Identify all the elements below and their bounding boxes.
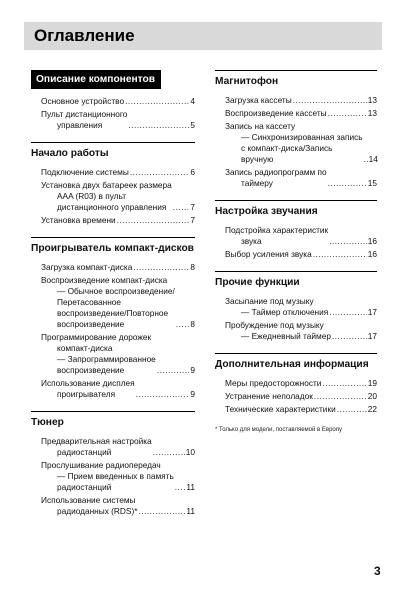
toc-entry-page: 20 [367, 391, 377, 401]
toc-entry-line: — Обычное воспроизведение/ [57, 286, 175, 296]
dot-leader [329, 307, 366, 318]
dot-leader [328, 108, 367, 119]
footnote: * Только для модели, поставляемой в Европу [215, 427, 342, 433]
toc-entry-label [41, 436, 152, 458]
section-heading: Проигрыватель компакт-дисков [31, 237, 195, 255]
toc-entry-line: Запись радиопрограмм по [225, 167, 327, 177]
toc-entry-page: 19 [367, 378, 377, 388]
toc-left-column [31, 70, 195, 528]
toc-entry-line: Прослушивание радиопередач [41, 460, 161, 470]
toc-entry-label [41, 460, 174, 493]
toc-section [31, 70, 195, 131]
toc-entry-line: звука [241, 236, 262, 246]
toc-entry-line: — Запрограммированное [57, 354, 156, 364]
toc-entry-line: Пробуждение под музыку [225, 320, 324, 330]
toc-entry-page: 13 [367, 108, 377, 118]
toc-entry-line: с компакт-диска/Запись [241, 143, 333, 153]
toc-entry-line: дистанционного управления [57, 202, 167, 212]
toc-entry[interactable] [215, 296, 377, 318]
toc-entry-line: Программирование дорожек [41, 332, 152, 342]
toc-entry-line: Воспроизведение кассеты [225, 108, 327, 118]
toc-entry-label [225, 121, 363, 165]
toc-entry[interactable] [215, 378, 377, 389]
toc-entry-line: Устранение неполадок [225, 391, 313, 401]
toc-entry-line: Перетасованное [57, 297, 122, 307]
toc-entry-line: Установка двух батареек размера [41, 180, 172, 190]
toc-entry[interactable] [215, 167, 377, 189]
dot-leader [329, 236, 367, 247]
toc-section [31, 237, 195, 400]
toc-entry-page: 11 [186, 482, 195, 492]
toc-entry-line: — Синхронизированная запись [241, 132, 363, 142]
toc-entry[interactable] [215, 249, 377, 260]
section-heading: Дополнительная информация [215, 353, 377, 371]
toc-entry-page: 22 [367, 404, 377, 414]
toc-entry-line: Загрузка компакт-диска [41, 262, 133, 272]
toc-entry-page: 6 [190, 167, 195, 177]
toc-entry-page: 17 [367, 307, 377, 317]
toc-entry[interactable] [31, 96, 195, 107]
dot-leader [133, 262, 189, 273]
toc-entry-label [225, 167, 327, 189]
toc-entry-line: — Таймер отключения [241, 307, 329, 317]
section-heading: Настройка звучания [215, 200, 377, 218]
toc-entry-page: 17 [367, 331, 377, 341]
toc-entry-line: Основное устройство [41, 96, 125, 106]
toc-entry[interactable] [215, 391, 377, 402]
toc-entry-label [41, 275, 175, 330]
dot-leader [173, 202, 190, 213]
toc-entry[interactable] [31, 262, 195, 273]
toc-entry-line: Засыпание под музыку [225, 296, 314, 306]
dot-leader [337, 404, 367, 415]
toc-entry[interactable] [215, 108, 377, 119]
toc-entry-page: 5 [190, 120, 195, 130]
toc-entry[interactable] [31, 215, 195, 226]
toc-entry[interactable] [215, 320, 377, 342]
toc-entry-line: радиостанций [57, 447, 112, 457]
toc-section [215, 353, 377, 415]
page-number: 3 [374, 564, 381, 578]
toc-entry-label [41, 109, 127, 131]
toc-entry-page: 7 [190, 215, 195, 225]
toc-entry-line: радиоданных (RDS)* [57, 506, 138, 516]
dot-leader [125, 96, 189, 107]
toc-section [31, 142, 195, 226]
toc-entry-line: Предварительная настройка [41, 436, 152, 446]
toc-entry-label [41, 378, 135, 400]
section-heading: Магнитофон [215, 70, 377, 88]
section-heading: Прочие функции [215, 271, 377, 289]
toc-entry-page: 11 [186, 506, 195, 516]
toc-entry-label [41, 180, 172, 213]
dot-leader [332, 331, 367, 342]
toc-entry-label [41, 262, 132, 273]
toc-entry-label [225, 320, 331, 342]
toc-entry[interactable] [215, 404, 377, 415]
toc-entry[interactable] [215, 95, 377, 106]
dot-leader [130, 167, 190, 178]
toc-entry-line: управления [57, 120, 103, 130]
toc-entry-label [41, 215, 116, 226]
toc-entry[interactable] [31, 332, 195, 376]
dot-leader [138, 506, 185, 517]
toc-entry-label [225, 95, 292, 106]
dot-leader [364, 154, 368, 165]
toc-entry[interactable] [31, 378, 195, 400]
toc-entry-line: AAA (R03) в пульт [57, 191, 126, 201]
toc-entry[interactable] [31, 436, 195, 458]
dot-leader [314, 391, 367, 402]
dot-leader [313, 249, 367, 260]
toc-entry-page: 16 [367, 236, 377, 246]
toc-entry[interactable] [31, 167, 195, 178]
toc-entry-label [225, 108, 327, 119]
toc-entry-line: таймеру [241, 178, 273, 188]
toc-entry-line: Подключение системы [41, 167, 129, 177]
toc-entry-line: радиостанций [57, 482, 112, 492]
toc-entry-label [225, 378, 321, 389]
toc-entry-page: 9 [190, 389, 195, 399]
dot-leader [136, 389, 190, 400]
toc-section [215, 200, 377, 260]
toc-entry-label [225, 249, 312, 260]
dot-leader [328, 178, 367, 189]
dot-leader [128, 120, 189, 131]
toc-entry[interactable] [31, 109, 195, 131]
toc-entry-page: 10 [185, 447, 195, 457]
toc-entry-line: Пульт дистанционного [41, 109, 128, 119]
toc-entry-line: проигрывателя [57, 389, 116, 399]
toc-entry-page: 7 [190, 202, 195, 212]
page-title: Оглавление [34, 26, 135, 45]
toc-entry-label [41, 167, 129, 178]
toc-entry-line: вручную [241, 154, 274, 164]
toc-entry[interactable] [31, 495, 195, 517]
toc-entry-label [41, 495, 137, 517]
toc-entry[interactable] [215, 225, 377, 247]
toc-entry-line: воспроизведение [57, 365, 125, 375]
toc-entry-label [225, 404, 336, 415]
dot-leader [322, 378, 366, 389]
dot-leader [157, 365, 190, 376]
toc-entry-page: 4 [190, 96, 195, 106]
toc-entry-label [41, 96, 124, 107]
dot-leader [175, 482, 186, 493]
toc-entry[interactable] [215, 121, 377, 165]
toc-entry-page: 15 [367, 178, 377, 188]
title-bar [24, 22, 382, 50]
toc-entry-page: 8 [190, 319, 195, 329]
toc-entry-line: Подстройка характеристик [225, 225, 329, 235]
toc-entry-line: Запись на кассету [225, 121, 296, 131]
toc-entry-page: 16 [367, 249, 377, 259]
toc-entry-page: 14 [368, 154, 378, 164]
toc-entry-label [225, 391, 313, 402]
toc-entry-page: 13 [367, 95, 377, 105]
dot-leader [293, 95, 367, 106]
toc-entry-line: Установка времени [41, 215, 116, 225]
toc-entry-line: Использование дисплея [41, 378, 135, 388]
toc-section [215, 70, 377, 189]
dot-leader [176, 319, 190, 330]
toc-entry-line: Воспроизведение компакт-диска [41, 275, 168, 285]
section-heading: Начало работы [31, 142, 195, 160]
toc-entry-label [225, 296, 328, 318]
dot-leader [117, 215, 190, 226]
toc-entry-line: — Прием введенных в память [57, 471, 174, 481]
toc-entry-line: Меры предосторожности [225, 378, 322, 388]
section-heading: Описание компонентов [31, 70, 161, 89]
toc-entry-page: 8 [190, 262, 195, 272]
toc-entry[interactable] [31, 275, 195, 330]
toc-entry-line: Технические характеристики [225, 404, 336, 414]
toc-entry[interactable] [31, 180, 195, 213]
toc-entry-label [41, 332, 156, 376]
toc-entry-line: — Ежедневный таймер [241, 331, 331, 341]
section-heading: Тюнер [31, 411, 195, 429]
toc-entry-line: Использование системы [41, 495, 136, 505]
toc-entry-line: компакт-диска [57, 343, 113, 353]
toc-entry-line: Загрузка кассеты [225, 95, 292, 105]
dot-leader [153, 447, 185, 458]
toc-entry-label [225, 225, 328, 247]
toc-section [31, 411, 195, 517]
toc-entry[interactable] [31, 460, 195, 493]
toc-section [215, 271, 377, 342]
toc-entry-page: 9 [190, 365, 195, 375]
toc-entry-line: воспроизведение [57, 319, 125, 329]
toc-right-column [215, 70, 377, 434]
toc-entry-line: воспроизведение/Повторное [57, 308, 169, 318]
toc-entry-line: Выбор усиления звука [225, 249, 312, 259]
